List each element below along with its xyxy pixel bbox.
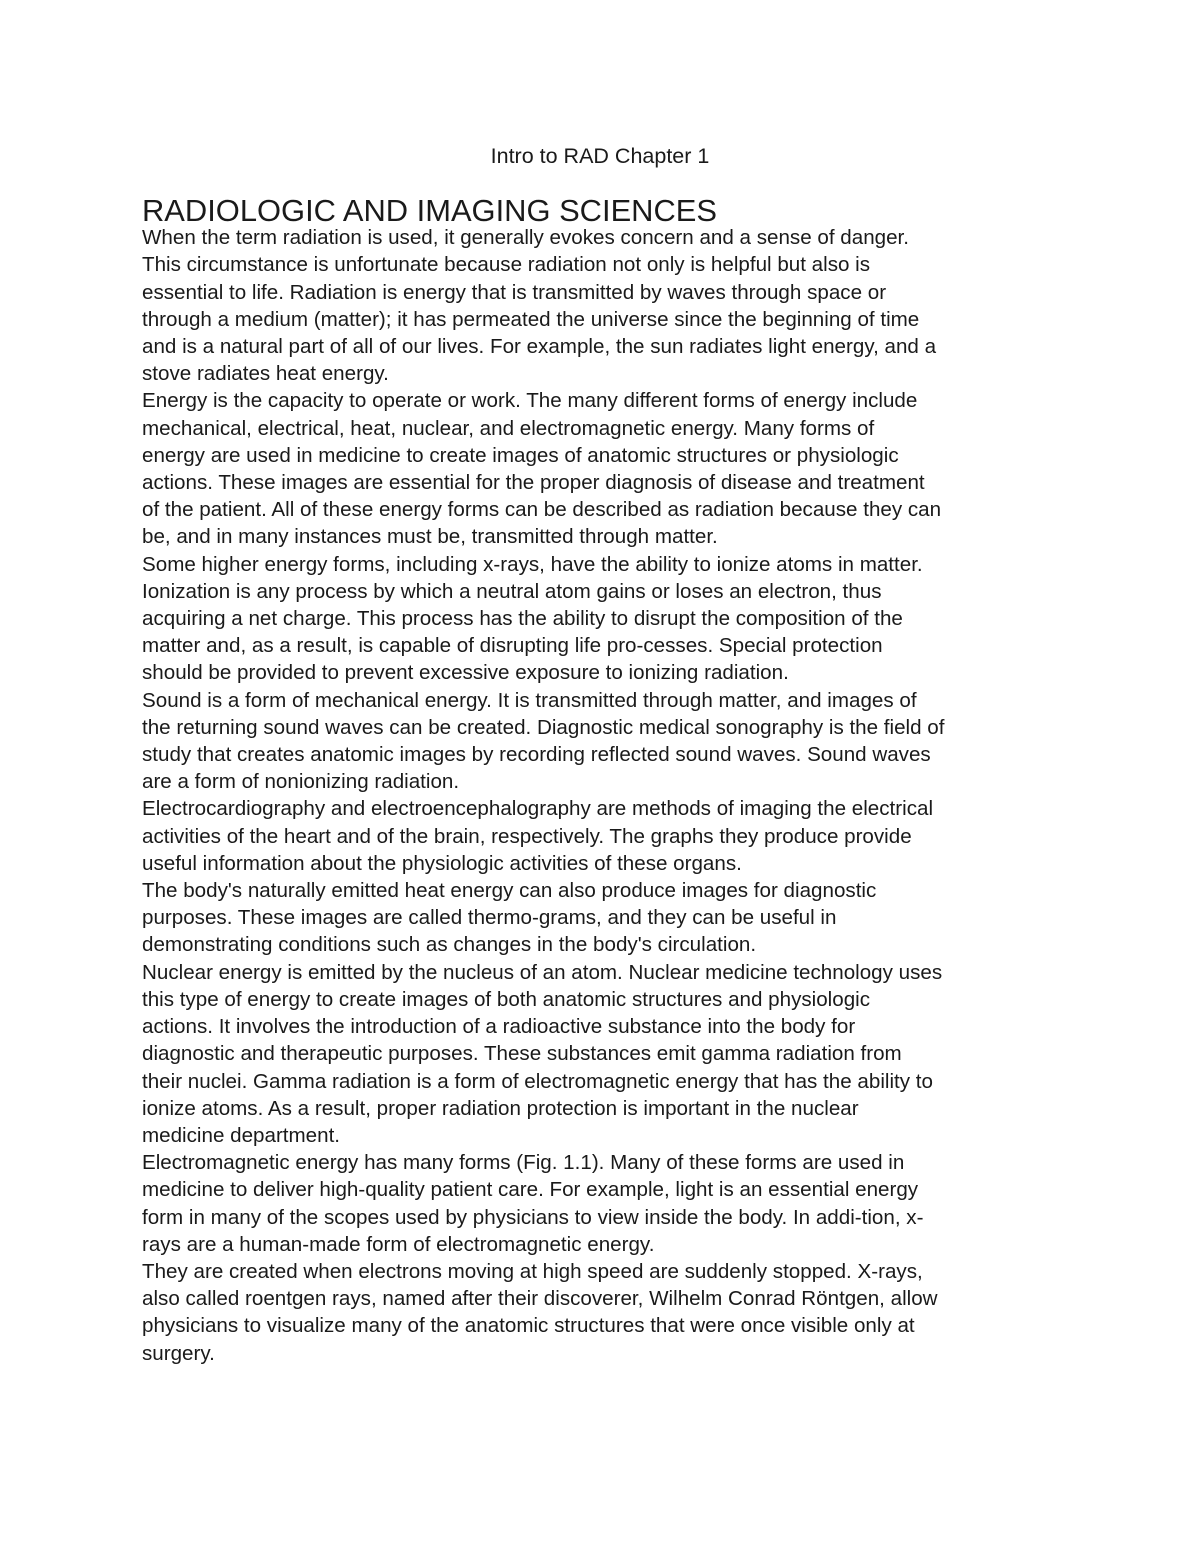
paragraph-line: activities of the heart and of the brain, respectively. The graphs they produce provide — [142, 824, 912, 848]
section-heading: RADIOLOGIC AND IMAGING SCIENCES — [142, 193, 718, 228]
paragraph-line: Some higher energy forms, including x-rays, have the ability to ionize atoms in matter. — [142, 552, 923, 576]
paragraph-line: physicians to visualize many of the anatomic structures that were once visible only at — [142, 1314, 915, 1338]
paragraph-line: matter and, as a result, is capable of disrupting life pro-cesses. Special protection — [142, 634, 883, 658]
paragraph-line: their nuclei. Gamma radiation is a form of electromagnetic energy that has the ability to — [142, 1069, 933, 1093]
paragraph-line: essential to life. Radiation is energy that is transmitted by waves through space or — [142, 280, 887, 304]
paragraph-line: mechanical, electrical, heat, nuclear, and electromagnetic energy. Many forms of — [142, 416, 875, 440]
paragraph-line: this type of energy to create images of both anatomic structures and physiologic — [142, 987, 871, 1011]
paragraph-line: demonstrating conditions such as changes in the body's circulation. — [142, 933, 757, 957]
paragraph — [142, 224, 1072, 387]
paragraph-line: should be provided to prevent excessive exposure to ionizing radiation. — [142, 661, 789, 685]
paragraph-line: Electromagnetic energy has many forms (Fig. 1.1). Many of these forms are used in — [142, 1151, 905, 1175]
document-body — [142, 193, 1072, 1367]
paragraph-line: also called roentgen rays, named after their discoverer, Wilhelm Conrad Röntgen, allow — [142, 1287, 938, 1311]
paragraph-line: Sound is a form of mechanical energy. It is transmitted through matter, and images of — [142, 688, 917, 712]
paragraph-line: purposes. These images are called thermo-grams, and they can be useful in — [142, 906, 837, 930]
paragraph-line: medicine department. — [142, 1123, 341, 1147]
paragraph — [142, 795, 1072, 877]
paragraph-line: Nuclear energy is emitted by the nucleus of an atom. Nuclear medicine technology uses — [142, 960, 943, 984]
paragraph-line: study that creates anatomic images by recording reflected sound waves. Sound waves — [142, 743, 931, 767]
document-title: Intro to RAD Chapter 1 — [490, 144, 710, 168]
paragraph-line: acquiring a net charge. This process has the ability to disrupt the composition of the — [142, 607, 903, 631]
paragraph-line: medicine to deliver high-quality patient care. For example, light is an essential energy — [142, 1178, 919, 1202]
paragraph-line: of the patient. All of these energy forms can be described as radiation because they can — [142, 498, 942, 522]
paragraph-line: surgery. — [142, 1341, 215, 1365]
paragraph-line: the returning sound waves can be created. Diagnostic medical sonography is the field of — [142, 715, 945, 739]
paragraph — [142, 1149, 1072, 1258]
paragraph-line: energy are used in medicine to create images of anatomic structures or physiologic — [142, 443, 899, 467]
paragraph-line: through a medium (matter); it has permeated the universe since the beginning of time — [142, 307, 920, 331]
paragraph-line: stove radiates heat energy. — [142, 362, 389, 386]
paragraph-line: form in many of the scopes used by physicians to view inside the body. In addi-tion, x- — [142, 1205, 924, 1229]
paragraph — [142, 877, 1072, 959]
paragraph-line: actions. It involves the introduction of a radioactive substance into the body for — [142, 1015, 856, 1039]
paragraph-line: They are created when electrons moving at high speed are suddenly stopped. X-rays, — [142, 1259, 923, 1283]
paragraph-line: are a form of nonionizing radiation. — [142, 770, 460, 794]
paragraph — [142, 551, 1072, 687]
paragraph — [142, 959, 1072, 1149]
paragraph-line: When the term radiation is used, it generally evokes concern and a sense of danger. — [142, 226, 909, 250]
paragraph-line: ionize atoms. As a result, proper radiation protection is important in the nuclear — [142, 1096, 859, 1120]
paragraph-line: This circumstance is unfortunate because radiation not only is helpful but also is — [142, 253, 871, 277]
paragraph-line: rays are a human-made form of electromagnetic energy. — [142, 1232, 655, 1256]
paragraph-line: Electrocardiography and electroencephalography are methods of imaging the electrical — [142, 797, 934, 821]
paragraph-line: The body's naturally emitted heat energy can also produce images for diagnostic — [142, 879, 877, 903]
paragraph-line: and is a natural part of all of our lives. For example, the sun radiates light energy, and a — [142, 335, 937, 359]
paragraph — [142, 1258, 1072, 1367]
paragraph-line: actions. These images are essential for the proper diagnosis of disease and treatment — [142, 471, 925, 495]
paragraph-line: Ionization is any process by which a neutral atom gains or loses an electron, thus — [142, 579, 882, 603]
paragraph — [142, 387, 1072, 550]
paragraph — [142, 687, 1072, 796]
paragraph-line: Energy is the capacity to operate or work. The many different forms of energy include — [142, 389, 918, 413]
paragraph-line: useful information about the physiologic activities of these organs. — [142, 851, 742, 875]
paragraph-line: diagnostic and therapeutic purposes. These substances emit gamma radiation from — [142, 1042, 902, 1066]
paragraph-line: be, and in many instances must be, transmitted through matter. — [142, 525, 718, 549]
